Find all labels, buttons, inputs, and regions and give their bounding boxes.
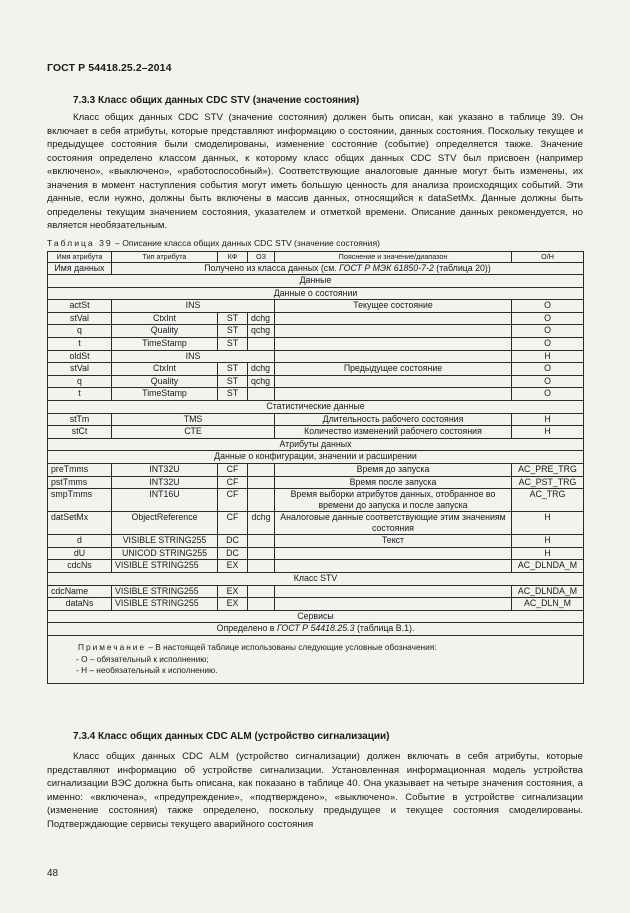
cell: O <box>512 375 584 388</box>
cell <box>275 325 512 338</box>
cell: Quality <box>112 375 218 388</box>
cell: TMS <box>112 413 275 426</box>
cell <box>248 338 275 351</box>
table-row <box>48 560 584 573</box>
document-header: ГОСТ Р 54418.25.2–2014 <box>47 62 172 74</box>
cell: stVal <box>48 363 112 376</box>
cell: Текущее состояние <box>275 300 512 313</box>
cell: AC_DLN_M <box>512 598 584 611</box>
table-row <box>48 464 584 477</box>
cell: CF <box>218 512 248 535</box>
note-item: - Н – необязательный к исполнению. <box>76 665 218 676</box>
cell: ST <box>218 388 248 401</box>
table-row <box>48 476 584 489</box>
cell: CtxInt <box>112 312 218 325</box>
cell: smpTmms <box>48 489 112 512</box>
table-row <box>48 512 584 535</box>
cell <box>248 547 275 560</box>
reference: ГОСТ Р МЭК 61850-7-2 <box>339 262 434 273</box>
cell: TimeStamp <box>112 338 218 351</box>
section-7-3-3-paragraph: Класс общих данных CDC STV (значение состояния) должен быть описан, как указано в таблице 39. Он включает в себя атрибуты, которые представляют информацию о состоянии, данных состояния. Поскольку текущее и предыдущее состояния были смоделированы, изменение состояние (событие) определяется также. Значение состояния определено классом данных, к которому класс общих данных CDC STV был присвоен (например «включено», «выключено», «работоспособный»). Соответствующие аналоговые данные могут быть изменены, их значения в момент наступления события могут иметь большую ценность для анализа происходящих событий. Эти данные, если нужно, должны быть включены в массив данных, относящийся к dataSetMx. Данные должны быть определены текущим значением состояния, указателем и отметкой времени. Описание данных рекомендуется, но является необязательным. <box>47 112 583 231</box>
section-cell: Статистические данные <box>48 401 584 414</box>
table-row <box>48 262 584 275</box>
cell: O <box>512 300 584 313</box>
header-cell: Тип атрибута <box>112 252 218 263</box>
table-row <box>48 325 584 338</box>
cell: AC_DLNDA_M <box>512 560 584 573</box>
cell: dchg <box>248 512 275 535</box>
cell: Время до запуска <box>275 464 512 477</box>
section-cell: Данные о состоянии <box>48 287 584 300</box>
cell: EX <box>218 560 248 573</box>
cell: H <box>512 535 584 548</box>
cell <box>248 464 275 477</box>
section-7-3-3-title: 7.3.3 Класс общих данных CDC STV (значение состояния) <box>73 95 360 106</box>
section-row <box>48 401 584 414</box>
cell: INS <box>112 300 275 313</box>
cell: VISIBLE STRING255 <box>112 535 218 548</box>
cell <box>275 598 512 611</box>
cell: AC_PRE_TRG <box>512 464 584 477</box>
section-7-3-4-title: 7.3.4 Класс общих данных CDC ALM (устройство сигнализации) <box>73 731 390 742</box>
table-row <box>48 535 584 548</box>
cell: Предыдущее состояние <box>275 363 512 376</box>
cell: Время выборки атрибутов данных, отобранное во времени до запуска и после запуска <box>275 489 512 512</box>
section-7-3-4-paragraph: Класс общих данных CDC ALM (устройство сигнализации) должен включать в себя атрибуты, которые представляют информацию об устройстве сигнализации. Установленная информационная модель устройства сигнализации ВЭС должна быть описана, как показано в таблице 40. Она указывает на четыре значения состояния, а именно: «включена», «предупреждение», «подтверждено», «выключено». Событие в устройстве сигнализации (изменение состояния) также определено, поскольку предыдущее и текущее состояния смоделированы. Подтверждающие сервисы текущего аварийного состояния <box>47 751 583 830</box>
services-cell <box>48 623 584 636</box>
table-caption-text: – Описание класса общих данных CDC STV (значение состояния) <box>112 238 380 248</box>
cell: DC <box>218 535 248 548</box>
note-label: Примечание <box>78 641 147 652</box>
reference: ГОСТ Р 54418.25.3 <box>276 623 355 634</box>
cell: CF <box>218 464 248 477</box>
cell: Количество изменений рабочего состояния <box>275 426 512 439</box>
section-cell: Данные <box>48 275 584 288</box>
section-row <box>48 438 584 451</box>
cell: ObjectReference <box>112 512 218 535</box>
table-row <box>48 363 584 376</box>
section-row <box>48 572 584 585</box>
cell: H <box>512 426 584 439</box>
table-row <box>48 489 584 512</box>
cell: preTmms <box>48 464 112 477</box>
cell: VISIBLE STRING255 <box>112 560 218 573</box>
table-note <box>48 635 584 683</box>
cell <box>275 585 512 598</box>
cell: q <box>48 325 112 338</box>
cell: oldSt <box>48 350 112 363</box>
section-cell: Класс STV <box>48 572 584 585</box>
cell: datSetMx <box>48 512 112 535</box>
cell: cdcNs <box>48 560 112 573</box>
cell: ST <box>218 312 248 325</box>
cell: O <box>512 312 584 325</box>
cell: AC_PST_TRG <box>512 476 584 489</box>
table-row <box>48 623 584 636</box>
cell: INT32U <box>112 476 218 489</box>
header-cell: О/Н <box>512 252 584 263</box>
header-cell: ОЗ <box>248 252 275 263</box>
cell: actSt <box>48 300 112 313</box>
cell: H <box>512 413 584 426</box>
table-row <box>48 547 584 560</box>
cell <box>248 388 275 401</box>
cell: EX <box>218 598 248 611</box>
cell <box>275 560 512 573</box>
table-39-caption <box>47 238 380 248</box>
cell: Имя данных <box>48 262 112 275</box>
cell <box>275 547 512 560</box>
cell: INS <box>112 350 275 363</box>
table-header-row <box>48 252 584 263</box>
cell: O <box>512 388 584 401</box>
cell: qchg <box>248 325 275 338</box>
cell: cdcName <box>48 585 112 598</box>
cell: O <box>512 363 584 376</box>
table-row <box>48 350 584 363</box>
header-cell: КФ <box>218 252 248 263</box>
section-row <box>48 610 584 623</box>
note-line <box>78 642 575 654</box>
cell: dU <box>48 547 112 560</box>
cell <box>275 312 512 325</box>
section-row <box>48 275 584 288</box>
cell: stCt <box>48 426 112 439</box>
table-row <box>48 338 584 351</box>
table-row <box>48 598 584 611</box>
table-row <box>48 413 584 426</box>
cell: CF <box>218 476 248 489</box>
cell: stTm <box>48 413 112 426</box>
cell: q <box>48 375 112 388</box>
cell <box>248 535 275 548</box>
table-label: Таблица 39 <box>47 238 113 248</box>
cell: O <box>512 338 584 351</box>
cell: Текст <box>275 535 512 548</box>
text: Определено в <box>216 623 277 634</box>
table-row <box>48 585 584 598</box>
cell: t <box>48 388 112 401</box>
note-item: - О – обязательный к исполнению; <box>76 653 209 664</box>
cell: UNICOD STRING255 <box>112 547 218 560</box>
cell: INT16U <box>112 489 218 512</box>
cell <box>248 598 275 611</box>
table-row <box>48 312 584 325</box>
cell <box>275 375 512 388</box>
cell: TimeStamp <box>112 388 218 401</box>
header-cell: Имя атрибута <box>48 252 112 263</box>
cell: dchg <box>248 312 275 325</box>
cell: INT32U <box>112 464 218 477</box>
cell: AC_DLNDA_M <box>512 585 584 598</box>
cell: H <box>512 350 584 363</box>
section-cell: Данные о конфигурации, значении и расширении <box>48 451 584 464</box>
cell: dchg <box>248 363 275 376</box>
table-row <box>48 300 584 313</box>
cell <box>275 350 512 363</box>
cell: EX <box>218 585 248 598</box>
cell: ST <box>218 325 248 338</box>
cell: Время после запуска <box>275 476 512 489</box>
cell: CTE <box>112 426 275 439</box>
cell: ST <box>218 363 248 376</box>
text: (таблица В.1). <box>354 623 415 634</box>
cell <box>275 338 512 351</box>
cell: t <box>48 338 112 351</box>
cell <box>248 476 275 489</box>
cell <box>248 489 275 512</box>
cell: Длительность рабочего состояния <box>275 413 512 426</box>
page-number: 48 <box>47 868 59 879</box>
cell: qchg <box>248 375 275 388</box>
cell: Quality <box>112 325 218 338</box>
section-row <box>48 451 584 464</box>
note-row <box>48 635 584 683</box>
table-row <box>48 388 584 401</box>
table-row <box>48 426 584 439</box>
text: Получено из класса данных (см. <box>204 262 340 273</box>
cell: ST <box>218 375 248 388</box>
cell: CtxInt <box>112 363 218 376</box>
table-row <box>48 375 584 388</box>
cell: d <box>48 535 112 548</box>
cell <box>248 560 275 573</box>
cell: VISIBLE STRING255 <box>112 598 218 611</box>
cell: AC_TRG <box>512 489 584 512</box>
cell: dataNs <box>48 598 112 611</box>
cell: pstTmms <box>48 476 112 489</box>
table-39 <box>47 251 584 684</box>
section-row <box>48 287 584 300</box>
cell: ST <box>218 338 248 351</box>
cell: CF <box>218 489 248 512</box>
header-cell: Пояснение и значение/диапазон <box>275 252 512 263</box>
cell: VISIBLE STRING255 <box>112 585 218 598</box>
cell: O <box>512 325 584 338</box>
cell: stVal <box>48 312 112 325</box>
cell <box>248 585 275 598</box>
section-cell: Сервисы <box>48 610 584 623</box>
cell <box>275 388 512 401</box>
inherit-cell <box>112 262 584 275</box>
section-cell: Атрибуты данных <box>48 438 584 451</box>
text: (таблица 20)) <box>433 262 491 273</box>
cell: H <box>512 547 584 560</box>
cell: H <box>512 512 584 535</box>
cell: Аналоговые данные соответствующие этим значениям состояния <box>275 512 512 535</box>
cell: DC <box>218 547 248 560</box>
note-text: – В настоящей таблице использованы следующие условные обозначения: <box>146 641 437 652</box>
